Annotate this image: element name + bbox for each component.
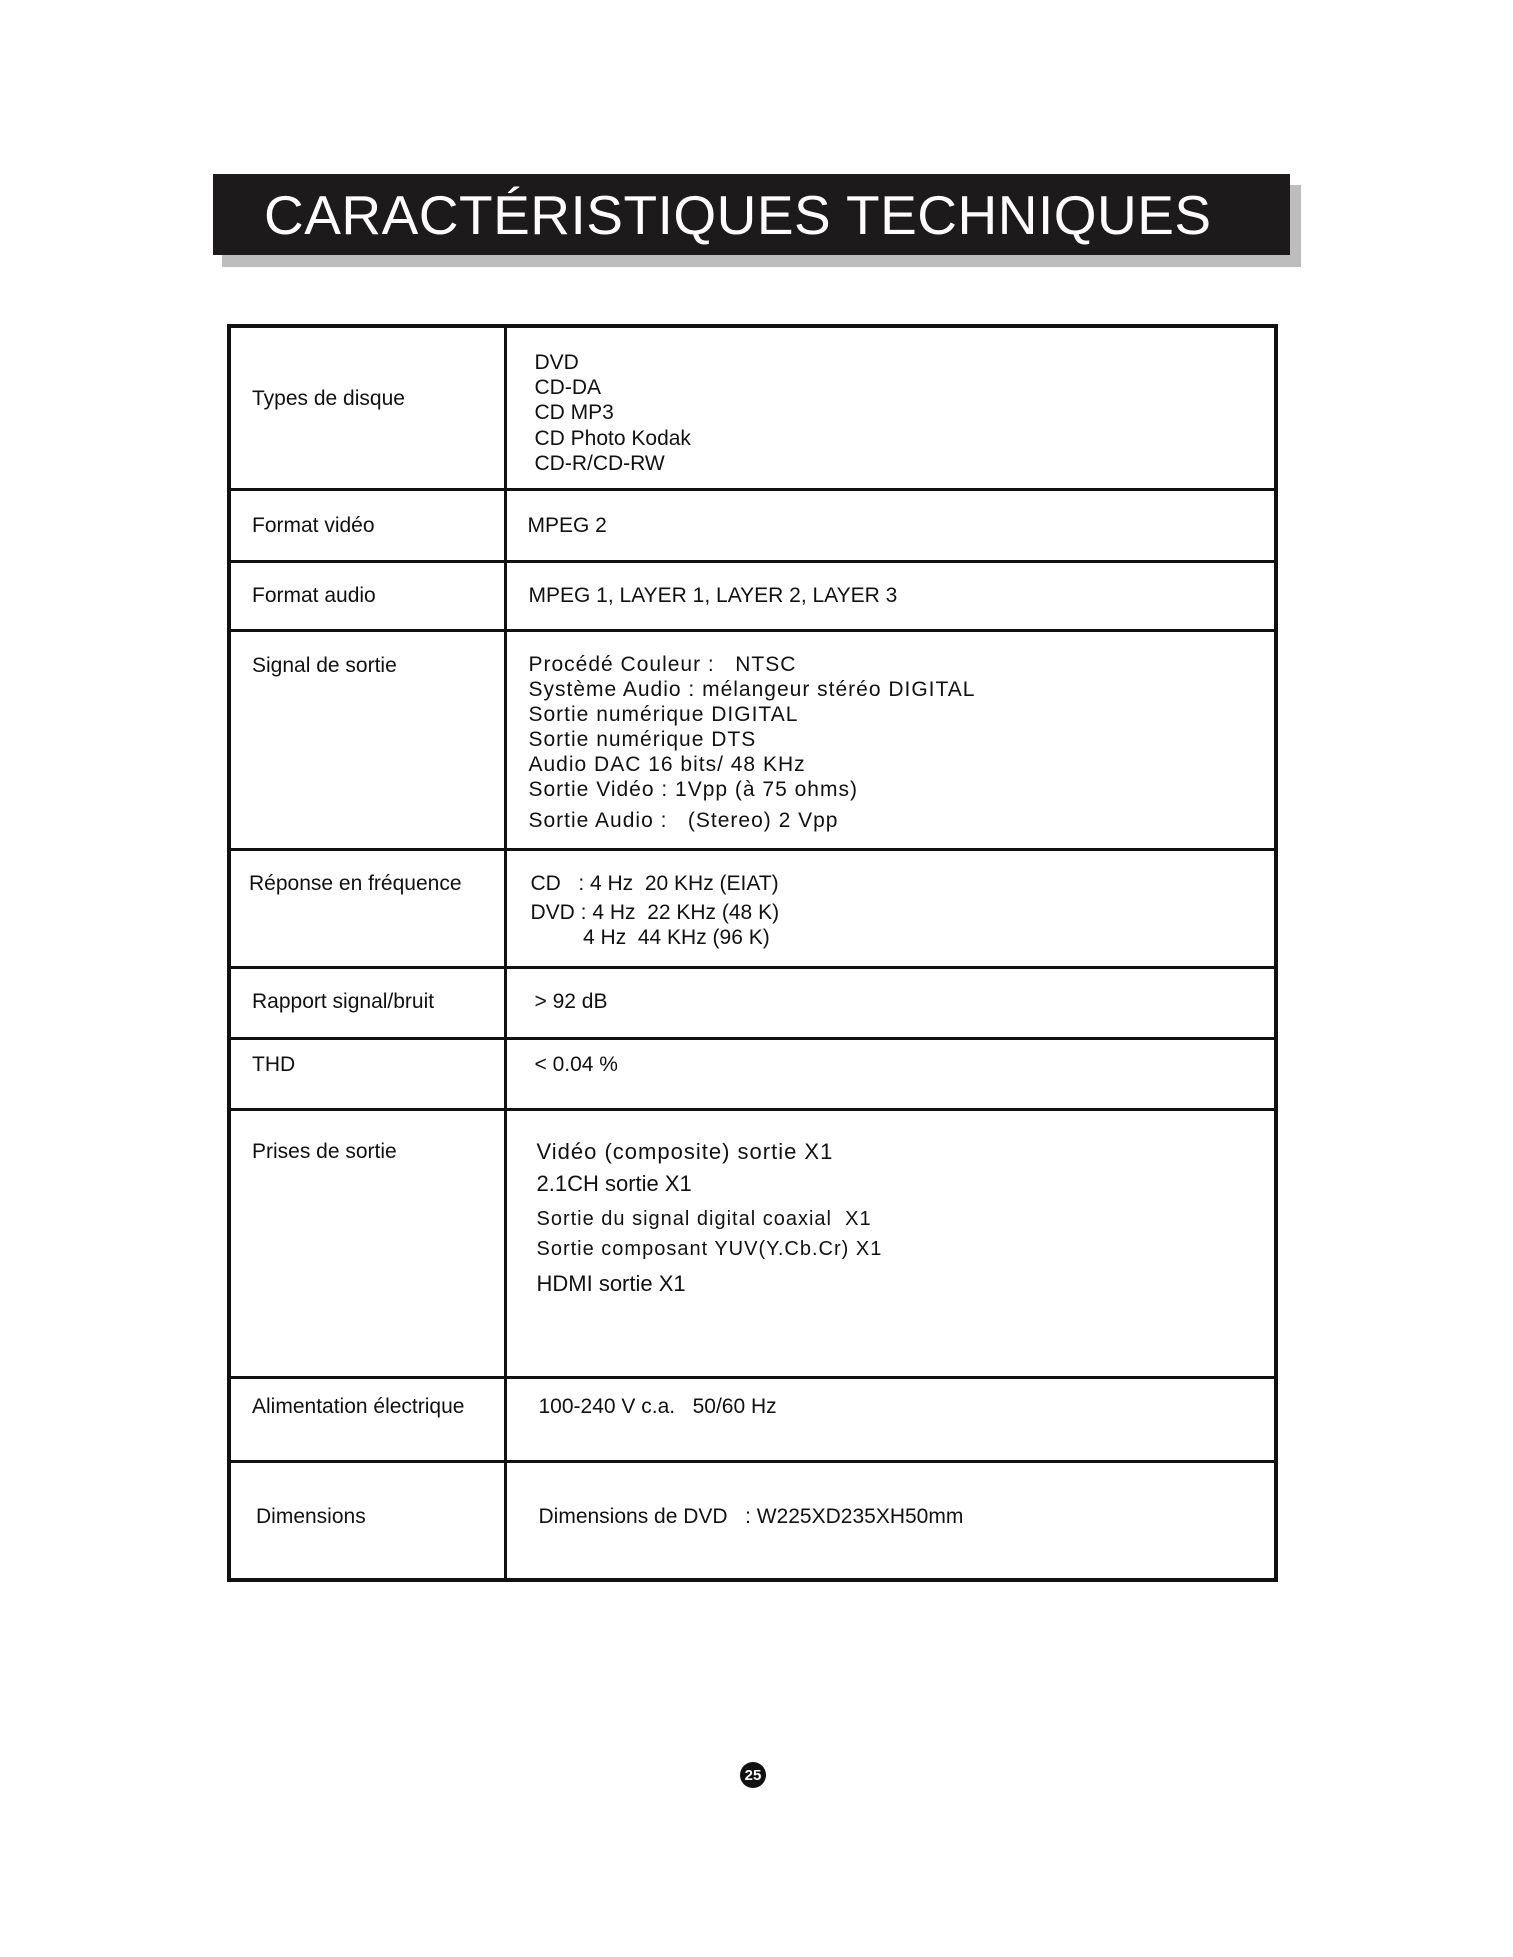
spec-line: Sortie Audio : (Stereo) 2 Vpp [528,808,839,832]
spec-line: Sortie numérique DTS [528,728,757,752]
table-row [229,849,1276,967]
spec-value [505,1377,1276,1461]
page-number: 25 [740,1762,766,1788]
spec-line: Dimensions de DVD : W225XD235XH50mm [538,1504,964,1528]
spec-line: Sortie composant YUV(Y.Cb.Cr) X1 [536,1238,883,1261]
spec-value [505,326,1276,489]
spec-line: Procédé Couleur : NTSC [528,652,797,676]
table-row [229,561,1276,630]
spec-label: Alimentation électrique [229,1377,505,1461]
spec-line: Vidéo (composite) sortie X1 [536,1138,834,1164]
spec-line: CD-DA [534,376,601,400]
table-row [229,1377,1276,1461]
spec-label: Signal de sortie [229,630,505,849]
spec-line: 2.1CH sortie X1 [536,1170,692,1196]
table-row [229,967,1276,1038]
table-row [229,489,1276,561]
spec-label: Format vidéo [229,489,505,561]
spec-line: 100-240 V c.a. 50/60 Hz [538,1394,777,1418]
spec-value [505,630,1276,849]
spec-label: THD [229,1038,505,1109]
spec-line: MPEG 1, LAYER 1, LAYER 2, LAYER 3 [528,583,898,607]
table-row [229,326,1276,489]
spec-label: Prises de sortie [229,1109,505,1377]
spec-line: MPEG 2 [527,513,607,537]
spec-value [505,849,1276,967]
spec-line: Sortie du signal digital coaxial X1 [536,1208,872,1231]
spec-label: Types de disque [229,326,505,489]
spec-value [505,1109,1276,1377]
page-title: CARACTÉRISTIQUES TECHNIQUES [213,174,1290,255]
table-row [229,1038,1276,1109]
table-row [229,1109,1276,1377]
table-row [229,630,1276,849]
spec-value [505,1461,1276,1580]
spec-line: HDMI sortie X1 [536,1271,686,1297]
table-row [229,1461,1276,1580]
spec-line: CD Photo Kodak [534,426,691,450]
spec-line: DVD [534,351,579,374]
specs-table [227,324,1278,1582]
spec-label: Dimensions [229,1461,505,1580]
spec-line: Sortie numérique DIGITAL [528,702,799,726]
spec-line: Système Audio : mélangeur stéréo DIGITAL [528,677,976,701]
spec-line: Audio DAC 16 bits/ 48 KHz [528,753,806,777]
spec-label: Réponse en fréquence [229,849,505,967]
spec-label: Rapport signal/bruit [229,967,505,1038]
spec-line: Sortie Vidéo : 1Vpp (à 75 ohms) [528,778,858,802]
spec-value [505,561,1276,630]
spec-line: CD : 4 Hz 20 KHz (EIAT) [530,871,779,895]
spec-value [505,967,1276,1038]
spec-line: 4 Hz 44 KHz (96 K) [530,925,770,949]
spec-line: CD-R/CD-RW [534,451,665,475]
spec-line: < 0.04 % [534,1052,618,1076]
spec-label: Format audio [229,561,505,630]
spec-value [505,1038,1276,1109]
spec-line: DVD : 4 Hz 22 KHz (48 K) [530,900,780,924]
spec-line: > 92 dB [534,989,608,1013]
spec-line: CD MP3 [534,401,614,425]
spec-value [505,489,1276,561]
